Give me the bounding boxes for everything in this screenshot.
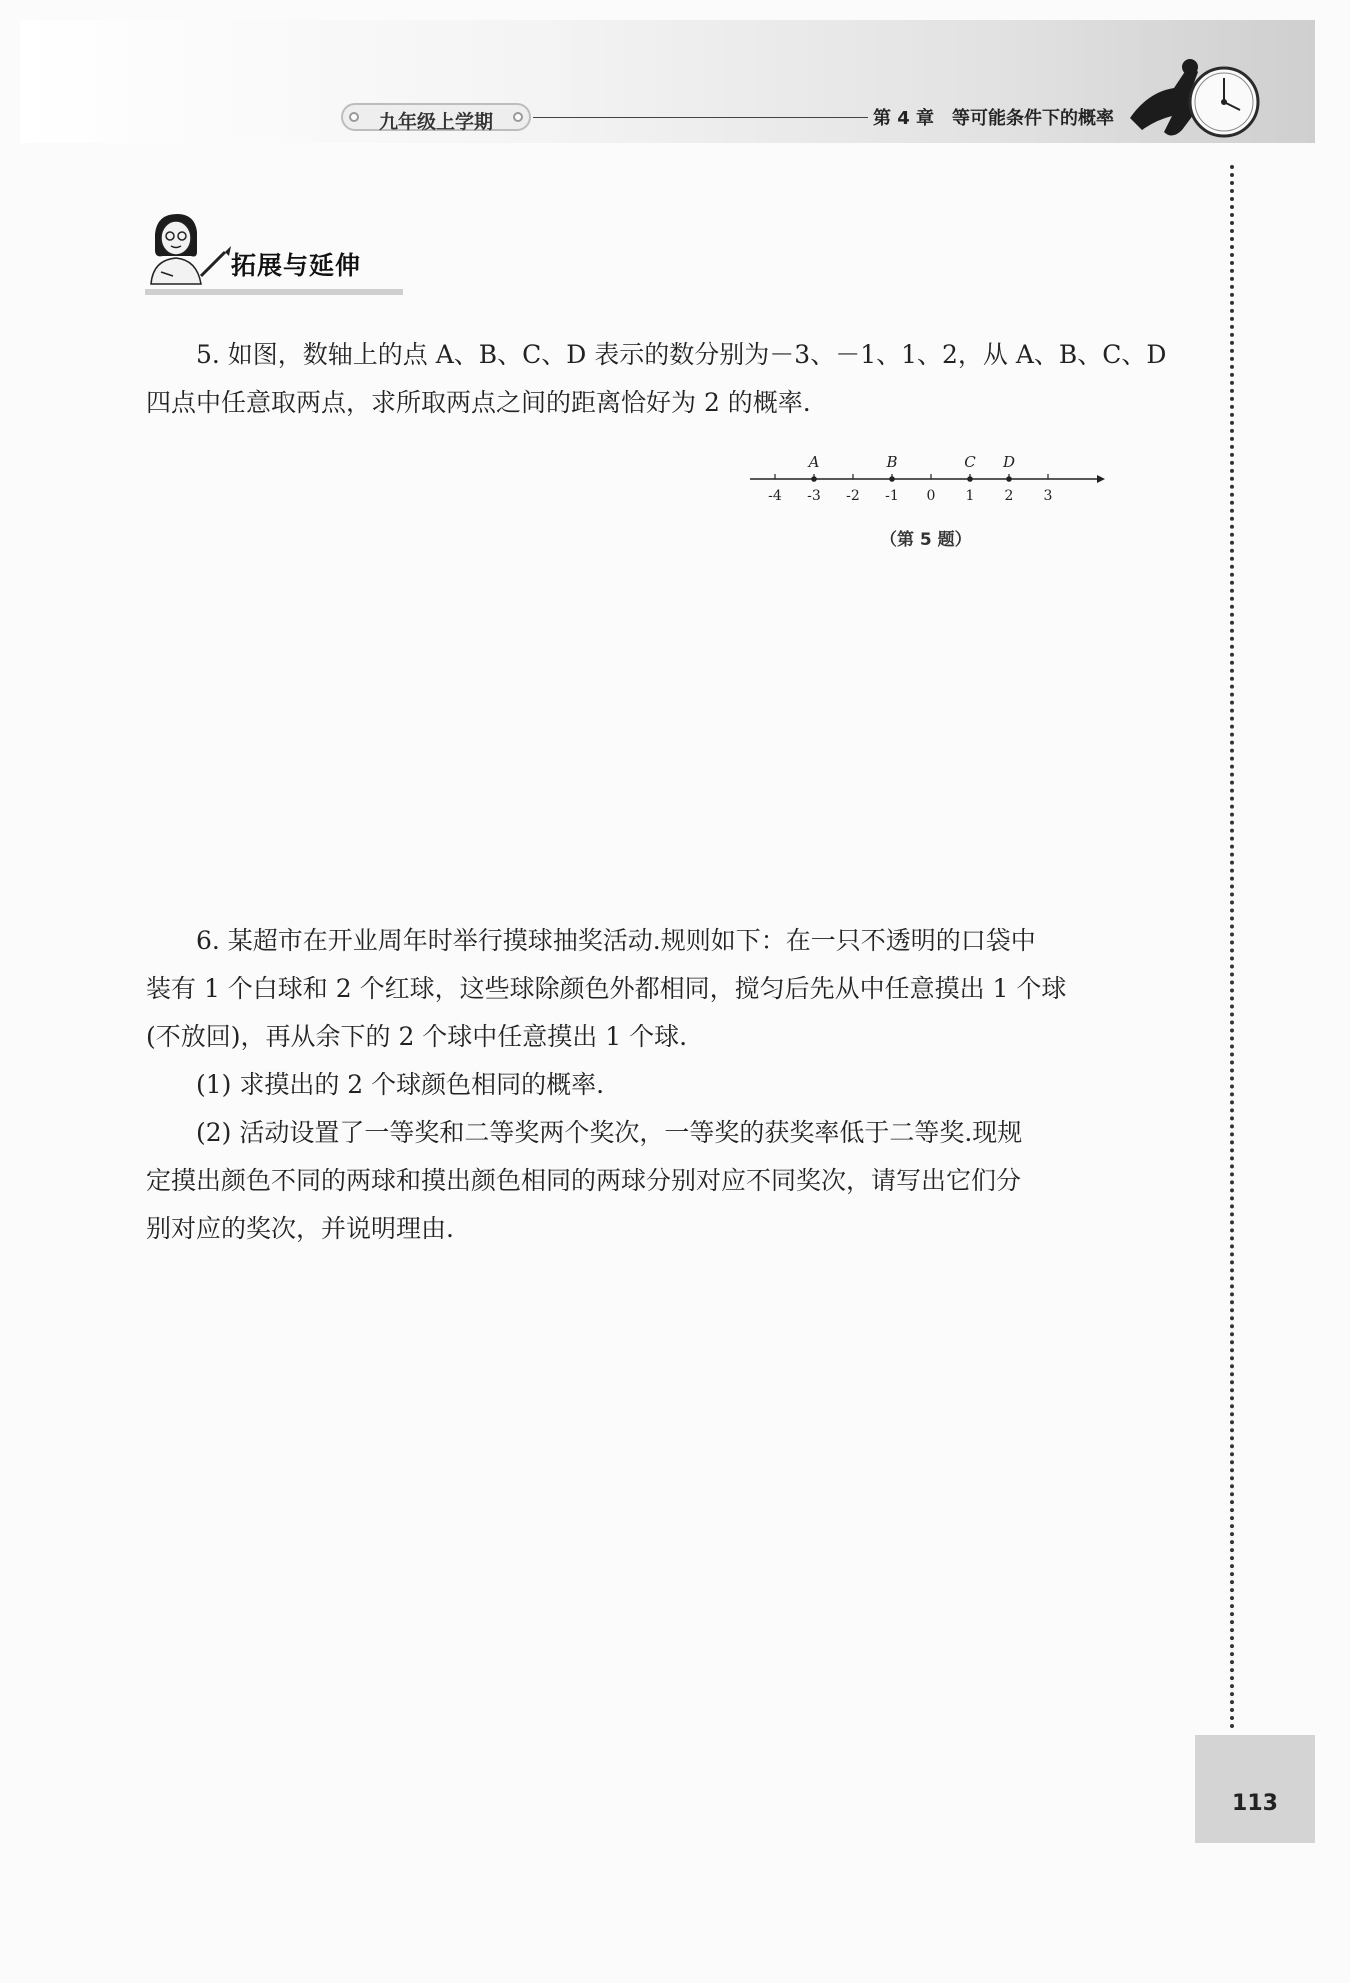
header-band (20, 20, 1315, 143)
section-header (145, 212, 405, 297)
margin-dotted-rule (1230, 165, 1234, 1730)
figure-caption: （第 5 题） (880, 530, 972, 550)
point-label: C (964, 453, 976, 471)
text-line: 6. 某超市在开业周年时举行摸球抽奖活动.规则如下：在一只不透明的口袋中 (196, 926, 1036, 955)
teacher-icon (145, 212, 235, 287)
point-marker (967, 476, 973, 482)
tick-label: 1 (965, 488, 975, 504)
tick-label: 0 (926, 488, 936, 504)
tick-label: 2 (1004, 488, 1014, 504)
question-1: (1) 求摸出的 2 个球颜色相同的概率. (196, 1070, 605, 1099)
tick-label: -1 (885, 488, 899, 504)
text-line: 5. 如图，数轴上的点 A、B、C、D 表示的数分别为－3、－1、1、2，从 A、B、C、D (196, 340, 1167, 369)
text-line: (2) 活动设置了一等奖和二等奖两个奖次，一等奖的获奖率低于二等奖.现规 (196, 1118, 1023, 1147)
circle-icon (513, 112, 523, 122)
section-underline (145, 289, 403, 295)
text-line: (不放回)，再从余下的 2 个球中任意摸出 1 个球. (146, 1022, 688, 1051)
point-marker (811, 476, 817, 482)
section-title: 拓展与延伸 (231, 251, 362, 280)
point-label: D (1002, 453, 1016, 471)
point-marker (889, 476, 895, 482)
tick-label: 3 (1043, 488, 1053, 504)
header-divider (533, 117, 868, 118)
problem-6 (146, 917, 1136, 1253)
problem-5 (146, 331, 1167, 427)
number-line-points (807, 453, 1015, 482)
tick-label: -3 (807, 488, 821, 504)
chapter-title: 第 4 章 等可能条件下的概率 (873, 108, 1115, 129)
tick-label: -2 (846, 488, 860, 504)
point-marker (1006, 476, 1012, 482)
text-line: 装有 1 个白球和 2 个红球，这些球除颜色外都相同，搅匀后先从中任意摸出 1 个球 (146, 974, 1067, 1003)
text-line: 四点中任意取两点，求所取两点之间的距离恰好为 2 的概率. (146, 388, 811, 417)
page-number: 113 (1232, 1791, 1278, 1816)
text-line: 定摸出颜色不同的两球和摸出颜色相同的两球分别对应不同奖次，请写出它们分 (146, 1166, 1022, 1195)
runner-clock-icon (1128, 58, 1264, 142)
page-number-box (1195, 1735, 1315, 1843)
text-line: 别对应的奖次，并说明理由. (146, 1214, 454, 1243)
tick-label: -4 (768, 488, 782, 504)
grade-badge (341, 103, 531, 131)
point-label: A (808, 453, 820, 471)
grade-label: 九年级上学期 (378, 111, 493, 133)
point-label: B (886, 453, 898, 471)
number-line-figure (745, 450, 1105, 510)
